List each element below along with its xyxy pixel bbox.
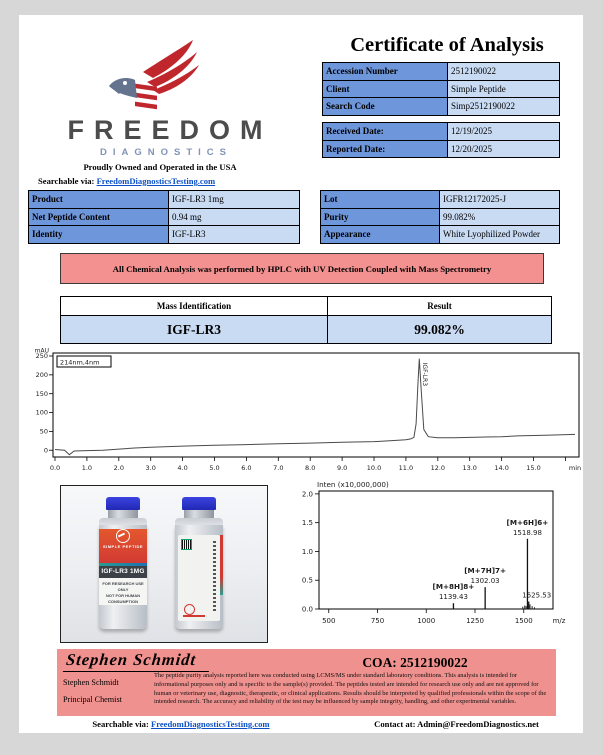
y-tick-label: 1.0 [301, 547, 313, 556]
mini-logo-icon [184, 604, 195, 615]
x-axis-unit: m/z [552, 617, 566, 625]
accession-table [322, 62, 560, 116]
hplc-chromatogram-chart [23, 347, 583, 483]
y-tick-label: 0.5 [301, 576, 313, 585]
mass-table-header-result: Result [328, 297, 552, 316]
y-tick-label: 1.5 [301, 519, 313, 528]
plot-area [319, 491, 553, 609]
table-row [323, 63, 560, 81]
detector-legend-label: 214nm,4nm [60, 358, 100, 367]
table-row [323, 80, 560, 98]
table-row [323, 98, 560, 116]
chemist-role: Principal Chemist [63, 695, 122, 704]
ion-label: [M+6H]6+ [506, 517, 549, 527]
field-value: 12/20/2025 [448, 140, 560, 158]
x-tick-label: 11.0 [398, 464, 414, 472]
y-tick-label: 0 [43, 446, 48, 455]
table-row [29, 226, 300, 244]
method-banner: All Chemical Analysis was performed by HPLC with UV Detection Coupled with Mass Spectrometry [60, 253, 544, 284]
table-row [323, 140, 560, 158]
x-tick-label: 0.0 [49, 464, 61, 472]
vial-back-panel [178, 535, 220, 621]
mz-value-label: 1139.43 [438, 593, 468, 602]
mass-table-header-identification: Mass Identification [61, 297, 328, 316]
searchable-link-top[interactable]: FreedomDiagnosticsTesting.com [96, 176, 216, 186]
mz-value-label: 1518.98 [512, 528, 542, 537]
vial-cap [106, 497, 140, 510]
table-row [321, 226, 560, 244]
chemist-name: Stephen Schmidt [63, 678, 119, 687]
brand-subtitle: DIAGNOSTICS [100, 147, 232, 158]
brand-tagline: Proudly Owned and Operated in the USA [83, 162, 237, 172]
x-tick-label: 1250 [466, 617, 484, 625]
y-axis-unit: mAU [34, 347, 49, 355]
searchable-line-bottom [66, 719, 296, 729]
searchable-prefix: Searchable via: [38, 176, 97, 186]
y-tick-label: 50 [39, 427, 48, 436]
signature: Stephen Schmidt [63, 650, 211, 672]
field-label: Reported Date: [323, 140, 448, 158]
vial-back [173, 497, 225, 629]
vial-warning-line2: NOT FOR HUMAN CONSUMPTION [106, 593, 140, 604]
lot-table [320, 190, 560, 244]
x-tick-label: 1500 [514, 617, 533, 625]
vial-back-label [175, 525, 223, 629]
brand-name: FREEDOM [67, 115, 273, 145]
vial-crimp [108, 510, 138, 518]
x-tick-label: 750 [370, 617, 385, 625]
x-tick-label: 7.0 [273, 464, 284, 472]
y-tick-label: 0.0 [301, 605, 313, 614]
coa-document [19, 15, 583, 733]
product-table [28, 190, 300, 244]
field-value: IGF-LR3 [169, 226, 300, 244]
table-row [321, 191, 560, 209]
table-row [29, 208, 300, 226]
field-value: 12/19/2025 [448, 123, 560, 141]
vial-front-label [99, 525, 147, 629]
x-tick-label: 4.0 [177, 464, 188, 472]
x-tick-label: 15.0 [526, 464, 541, 472]
x-tick-label: 13.0 [462, 464, 477, 472]
ion-label: [M+8H]8+ [432, 582, 475, 592]
ion-label: [M+7H]7+ [464, 566, 507, 576]
page-title: Certificate of Analysis [350, 34, 544, 56]
mz-value-label: 1525.53 [522, 591, 552, 600]
intensity-axis-title: Inten (x10,000,000) [317, 480, 389, 489]
field-label: Product [29, 191, 169, 209]
vertical-lot-text [213, 541, 216, 611]
x-tick-label: 12.0 [430, 464, 446, 472]
field-label: Identity [29, 226, 169, 244]
table-row [321, 208, 560, 226]
field-value: White Lyophilized Powder [440, 226, 560, 244]
disclaimer-text: The peptide purity analysis reported here was conducted using LCMS/MS under standard laboratory conditions. This analysis is intended for informational purposes only and is specific to the sample(s) provided. The peptides tested are intended for research use only and are not approved for human or veterinary use, diagnostic, therapeutic, or clinical applications. Results should be interpreted by qualified professionals within the scope of the intended research. The accuracy and reliability of the test may be influenced by sample integrity, handling, and other experimental variables. [154, 672, 547, 706]
x-tick-label: 1.0 [81, 464, 93, 472]
field-label: Purity [321, 208, 440, 226]
vial-brand-panel [99, 529, 147, 563]
vial-crimp [184, 510, 214, 518]
barcode-icon [181, 539, 192, 550]
x-tick-label: 5.0 [209, 464, 220, 472]
table-row [323, 123, 560, 141]
x-tick-label: 2.0 [113, 464, 124, 472]
x-axis-unit: min [568, 464, 582, 472]
field-value: 2512190022 [448, 63, 560, 81]
mass-table-identity-value: IGF-LR3 [61, 316, 328, 344]
x-tick-label: 10.0 [366, 464, 382, 472]
table-row [29, 191, 300, 209]
label-wrap-edge [220, 535, 223, 595]
y-tick-label: 250 [35, 352, 48, 361]
field-label: Net Peptide Content [29, 208, 169, 226]
vial-warning-line1: FOR RESEARCH USE ONLY [102, 581, 144, 592]
eagle-flag-icon [95, 38, 207, 114]
y-tick-label: 200 [35, 371, 48, 380]
searchable-line-top [38, 176, 215, 186]
field-value: 99.082% [440, 208, 560, 226]
searchable-link-bottom[interactable]: FreedomDiagnosticsTesting.com [150, 719, 270, 729]
searchable-prefix: Searchable via: [92, 719, 151, 729]
vial-product-name: IGF-LR3 1MG [99, 566, 147, 578]
field-label: Lot [321, 191, 440, 209]
vial-cap [182, 497, 216, 510]
plot-area [53, 353, 579, 457]
field-label: Search Code [323, 98, 448, 116]
field-value: 0.94 mg [169, 208, 300, 226]
vial-front [97, 497, 149, 629]
x-tick-label: 6.0 [241, 464, 252, 472]
mass-table-result-value: 99.082% [328, 316, 552, 344]
y-tick-label: 100 [35, 408, 48, 417]
vial-brand-text: SIMPLE PEPTIDE [102, 544, 144, 549]
contact-email: Contact at: Admin@FreedomDiagnostics.net [374, 719, 539, 729]
y-tick-label: 150 [35, 389, 48, 398]
field-value: IGF-LR3 1mg [169, 191, 300, 209]
y-tick-label: 2.0 [301, 490, 313, 499]
vial-shoulder [175, 518, 223, 525]
mass-identification-table [60, 296, 552, 344]
x-tick-label: 3.0 [145, 464, 156, 472]
field-label: Accession Number [323, 63, 448, 81]
field-label: Client [323, 80, 448, 98]
x-tick-label: 14.0 [494, 464, 509, 472]
signature-block [57, 649, 556, 716]
mass-spectrum-chart [287, 477, 583, 641]
field-value: Simple Peptide [448, 80, 560, 98]
coa-number: COA: 2512190022 [362, 655, 468, 670]
field-value: Simp2512190022 [448, 98, 560, 116]
simple-peptide-logo-icon [116, 529, 130, 543]
peak-label: IGF-LR3 [420, 362, 428, 387]
vial-shoulder [99, 518, 147, 525]
field-value: IGFR12172025-J [440, 191, 560, 209]
vial-warning-text [99, 578, 147, 605]
x-tick-label: 9.0 [336, 464, 348, 472]
field-label: Appearance [321, 226, 440, 244]
product-vials-photo [60, 485, 268, 643]
x-tick-label: 1000 [417, 617, 436, 625]
x-tick-label: 500 [322, 617, 336, 625]
mz-value-label: 1302.03 [470, 577, 500, 586]
dates-table [322, 122, 560, 158]
field-label: Received Date: [323, 123, 448, 141]
x-tick-label: 8.0 [305, 464, 316, 472]
